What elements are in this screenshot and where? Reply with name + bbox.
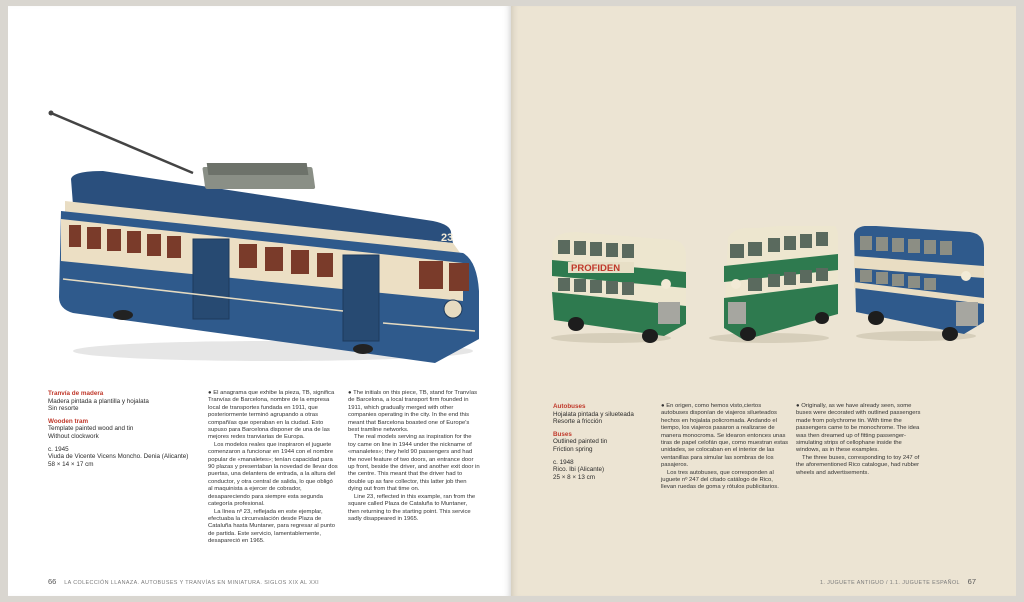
caption-material-es: Madera pintada a plantilla y hojalata xyxy=(48,397,149,405)
text-column-es xyxy=(208,390,338,546)
wooden-tram-photo xyxy=(43,101,488,371)
caption-material-en: Outlined painted tin xyxy=(553,438,608,446)
paragraph: ● The initials on this piece, TB, stand for Tranvías de Barcelona, a local transport firm founded in 1911, which gradually merged with other companies operating in the city. In the end this meant that Barcelona boasted one of Europe's best tramline networks. xyxy=(348,390,478,434)
paragraph: The real models serving as inspiration for the toy came on line in 1944 under the nickname of «manaletes»; they held 90 passengers and had the novel feature of two doors, an entrance door up front, beside the driver, and another exit door in the centre. This meant that the driver had to double up as fare collector, this latter job then dying out from that time on. xyxy=(348,434,480,493)
running-footer-left: LA COLECCIÓN LLANAZA. AUTOBUSES Y TRANVÍAS EN MINIATURA. SIGLOS XIX AL XXI xyxy=(64,580,320,586)
caption-dimensions: 58 × 14 × 17 cm xyxy=(48,460,94,468)
running-footer-right: 1. JUGUETE ANTIGUO / 1.1. JUGUETE ESPAÑOL xyxy=(819,580,960,586)
caption-date: c. 1945 xyxy=(48,445,69,453)
caption-mechanism-en: Friction spring xyxy=(553,445,593,453)
text-column-en xyxy=(348,390,480,523)
paragraph: Los modelos reales que inspiraron el juguete comenzaron a funcionar en 1944 con el nombre popular de «manaletes»; tenían capacidad para 90 plazas y presentaban la novedad de llevar dos puertas, una delantera de entrada, a la altura del conductor, y otra central de salida, lo que obligó al maquinista a ejercer de cobrador, desapareciendo para siempre esta segunda categoría profesional. xyxy=(208,441,338,508)
tram-route-number: 23 xyxy=(441,232,454,244)
bus-green-center xyxy=(709,226,838,343)
caption-mechanism-en: Without clockwork xyxy=(48,432,99,440)
caption-mechanism-es: Resorte a fricción xyxy=(553,418,602,426)
caption-title-en: Wooden tram xyxy=(48,417,89,425)
right-footer xyxy=(820,577,982,586)
caption-dimensions: 25 × 8 × 13 cm xyxy=(553,473,596,481)
paragraph: ● El anagrama que exhibe la pieza, TB, significa Tranvías de Barcelona, nombre de la empresa local de transportes fundada en 1911, que posteriormente terminó agrupando a otras compañías que operaban en la ciudad. Esto supuso para Barcelona disponer de una de las mejores redes tranviarias de Europa. xyxy=(208,390,335,441)
bus-green-profiden xyxy=(551,232,686,343)
paragraph: Los tres autobuses, que corresponden al juguete nº 247 del citado catálogo de Rico, llevan ruedas de goma y rótulos publicitarios. xyxy=(661,469,779,491)
paragraph: The three buses, corresponding to toy 247 of the aforementioned Rico catalogue, had rubber wheels and advertisements. xyxy=(796,454,920,476)
paragraph: Line 23, reflected in this example, ran from the square called Plaza de Cataluña to Muntaner, then returning to the starting point. This service sadly disappeared in 1965. xyxy=(348,493,476,522)
caption-material-es: Hojalata pintada y silueteada xyxy=(553,410,634,418)
right-page xyxy=(511,6,1016,596)
paragraph: La línea nº 23, reflejada en este ejemplar, efectuaba la circunvalación desde Plaza de Cataluña hasta Muntaner, para regresar al punto de partida. Este servicio, lamentablemente, desapareció en 1965. xyxy=(208,508,336,545)
caption-maker: Viuda de Vicente Vicens Moncho. Denia (Alicante) xyxy=(48,453,189,461)
left-footer xyxy=(42,577,319,586)
text-column-en xyxy=(796,403,926,477)
caption-title-es: Tranvía de madera xyxy=(48,390,104,397)
caption-maker: Rico. Ibi (Alicante) xyxy=(553,466,605,474)
bus-advert-text: PROFIDEN xyxy=(571,263,621,274)
caption-mechanism-es: Sin resorte xyxy=(48,405,79,413)
page-number-right: 67 xyxy=(967,577,976,586)
page-number-left: 66 xyxy=(48,577,57,586)
left-page xyxy=(8,6,511,596)
paragraph: ● Originally, as we have already seen, some buses were decorated with outlined passengers made from polychrome tin. With time the passengers came to be monochrome. The idea was then dreamed up of fitting passenger-simulating strips of cellophane inside the windows, as in these examples. xyxy=(796,403,921,454)
caption-material-en: Template painted wood and tin xyxy=(48,425,134,433)
tram-caption xyxy=(48,390,198,468)
caption-title-en: Buses xyxy=(553,430,572,438)
caption-date: c. 1948 xyxy=(553,458,574,466)
bus-blue xyxy=(854,226,984,341)
bus-caption xyxy=(553,403,653,481)
text-column-es xyxy=(661,403,789,492)
three-buses-photo xyxy=(546,226,986,356)
caption-title-es: Autobuses xyxy=(553,403,586,410)
paragraph: ● En origen, como hemos visto,ciertos autobuses disponían de viajeros silueteados hechos en hojalata policromada. Andando el tiempo, los viajeros pasaron a realizarse de manera monocroma. Se idearon entonces unas tiras de papel celofán que, como muestran estas unidades, se colocaban en el interior de las ventanillas para simular las sombras de los pasajeros. xyxy=(661,403,789,469)
